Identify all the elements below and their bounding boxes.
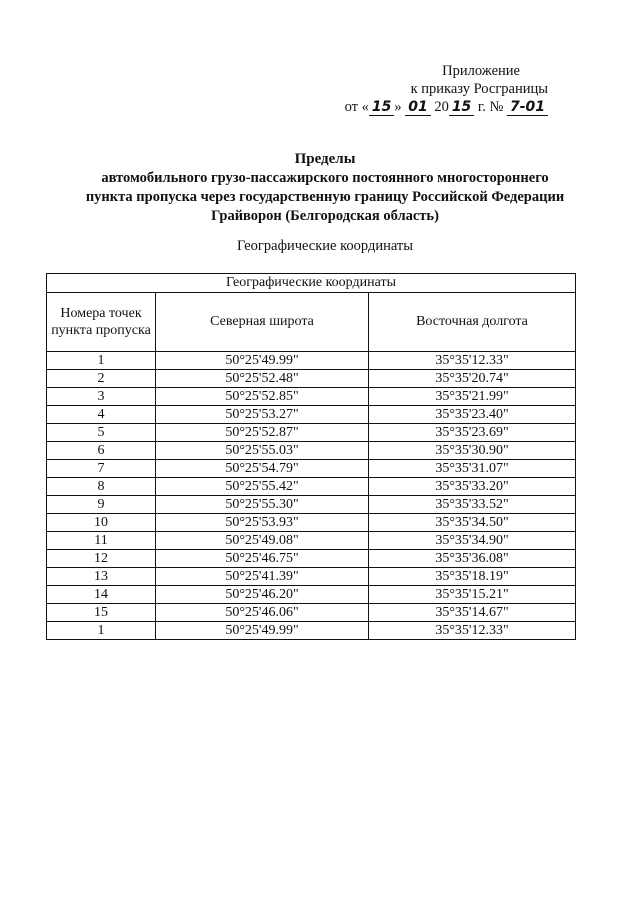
- latitude-cell: 50°25'52.85": [156, 388, 369, 406]
- longitude-cell: 35°35'23.69": [369, 424, 576, 442]
- point-number-cell: 7: [47, 460, 156, 478]
- table-row: [47, 622, 576, 640]
- point-number-cell: 12: [47, 550, 156, 568]
- latitude-cell: 50°25'55.30": [156, 496, 369, 514]
- table-row: [47, 568, 576, 586]
- date-mid: »: [394, 99, 402, 115]
- column-header-point-number: Номера точек пункта пропуска: [47, 293, 156, 352]
- latitude-cell: 50°25'49.99": [156, 352, 369, 370]
- point-number-cell: 5: [47, 424, 156, 442]
- annex-date-line: [288, 98, 548, 116]
- annex-label: Приложение: [442, 63, 520, 79]
- longitude-cell: 35°35'31.07": [369, 460, 576, 478]
- table-group-header: Географические координаты: [47, 274, 576, 293]
- table-row: [47, 586, 576, 604]
- table-row: [47, 370, 576, 388]
- date-prefix: от «: [344, 99, 369, 115]
- longitude-cell: 35°35'30.90": [369, 442, 576, 460]
- coordinates-table: [46, 273, 576, 640]
- longitude-cell: 35°35'34.50": [369, 514, 576, 532]
- point-number-cell: 2: [47, 370, 156, 388]
- title-line-2: пункта пропуска через государственную границу Российской Федерации: [85, 189, 565, 205]
- longitude-cell: 35°35'12.33": [369, 622, 576, 640]
- table-row: [47, 604, 576, 622]
- longitude-cell: 35°35'18.19": [369, 568, 576, 586]
- point-number-cell: 15: [47, 604, 156, 622]
- longitude-cell: 35°35'33.20": [369, 478, 576, 496]
- table-row: [47, 442, 576, 460]
- point-number-cell: 6: [47, 442, 156, 460]
- table-row: [47, 514, 576, 532]
- column-header-latitude: Северная широта: [156, 293, 369, 352]
- date-month-handwritten: 01: [405, 100, 430, 116]
- point-number-cell: 1: [47, 622, 156, 640]
- latitude-cell: 50°25'49.99": [156, 622, 369, 640]
- annex-header: [288, 62, 548, 116]
- latitude-cell: 50°25'53.27": [156, 406, 369, 424]
- number-prefix: г. №: [477, 99, 504, 115]
- longitude-cell: 35°35'15.21": [369, 586, 576, 604]
- longitude-cell: 35°35'21.99": [369, 388, 576, 406]
- title-line-3: Грайворон (Белгородская область): [211, 208, 439, 224]
- latitude-cell: 50°25'49.08": [156, 532, 369, 550]
- point-number-cell: 1: [47, 352, 156, 370]
- point-number-cell: 3: [47, 388, 156, 406]
- latitude-cell: 50°25'46.06": [156, 604, 369, 622]
- section-subtitle: Географические координаты: [236, 238, 414, 254]
- longitude-cell: 35°35'33.52": [369, 496, 576, 514]
- table-row: [47, 460, 576, 478]
- longitude-cell: 35°35'20.74": [369, 370, 576, 388]
- table-row: [47, 424, 576, 442]
- longitude-cell: 35°35'14.67": [369, 604, 576, 622]
- longitude-cell: 35°35'12.33": [369, 352, 576, 370]
- date-day-handwritten: 15: [369, 100, 394, 116]
- table-row: [47, 478, 576, 496]
- table-row: [47, 406, 576, 424]
- column-header-longitude: Восточная долгота: [369, 293, 576, 352]
- document-title: [40, 150, 610, 226]
- title-heading: Пределы: [294, 151, 356, 167]
- point-number-cell: 11: [47, 532, 156, 550]
- latitude-cell: 50°25'55.03": [156, 442, 369, 460]
- longitude-cell: 35°35'23.40": [369, 406, 576, 424]
- table-body: [47, 352, 576, 640]
- point-number-cell: 10: [47, 514, 156, 532]
- latitude-cell: 50°25'46.20": [156, 586, 369, 604]
- longitude-cell: 35°35'36.08": [369, 550, 576, 568]
- table-row: [47, 496, 576, 514]
- longitude-cell: 35°35'34.90": [369, 532, 576, 550]
- point-number-cell: 9: [47, 496, 156, 514]
- point-number-cell: 14: [47, 586, 156, 604]
- point-number-cell: 4: [47, 406, 156, 424]
- latitude-cell: 50°25'52.48": [156, 370, 369, 388]
- latitude-cell: 50°25'41.39": [156, 568, 369, 586]
- table-row: [47, 532, 576, 550]
- table-row: [47, 388, 576, 406]
- point-number-cell: 13: [47, 568, 156, 586]
- table-row: [47, 352, 576, 370]
- latitude-cell: 50°25'46.75": [156, 550, 369, 568]
- point-number-cell: 8: [47, 478, 156, 496]
- annex-order-reference: к приказу Росграницы: [410, 81, 548, 97]
- title-line-1: автомобильного грузо-пассажирского постоянного многостороннего: [101, 170, 549, 186]
- latitude-cell: 50°25'53.93": [156, 514, 369, 532]
- date-year-prefix: 20: [434, 99, 449, 115]
- latitude-cell: 50°25'54.79": [156, 460, 369, 478]
- latitude-cell: 50°25'55.42": [156, 478, 369, 496]
- date-year-handwritten: 15: [449, 100, 474, 116]
- table-row: [47, 550, 576, 568]
- order-number-handwritten: 7-01: [507, 100, 548, 116]
- latitude-cell: 50°25'52.87": [156, 424, 369, 442]
